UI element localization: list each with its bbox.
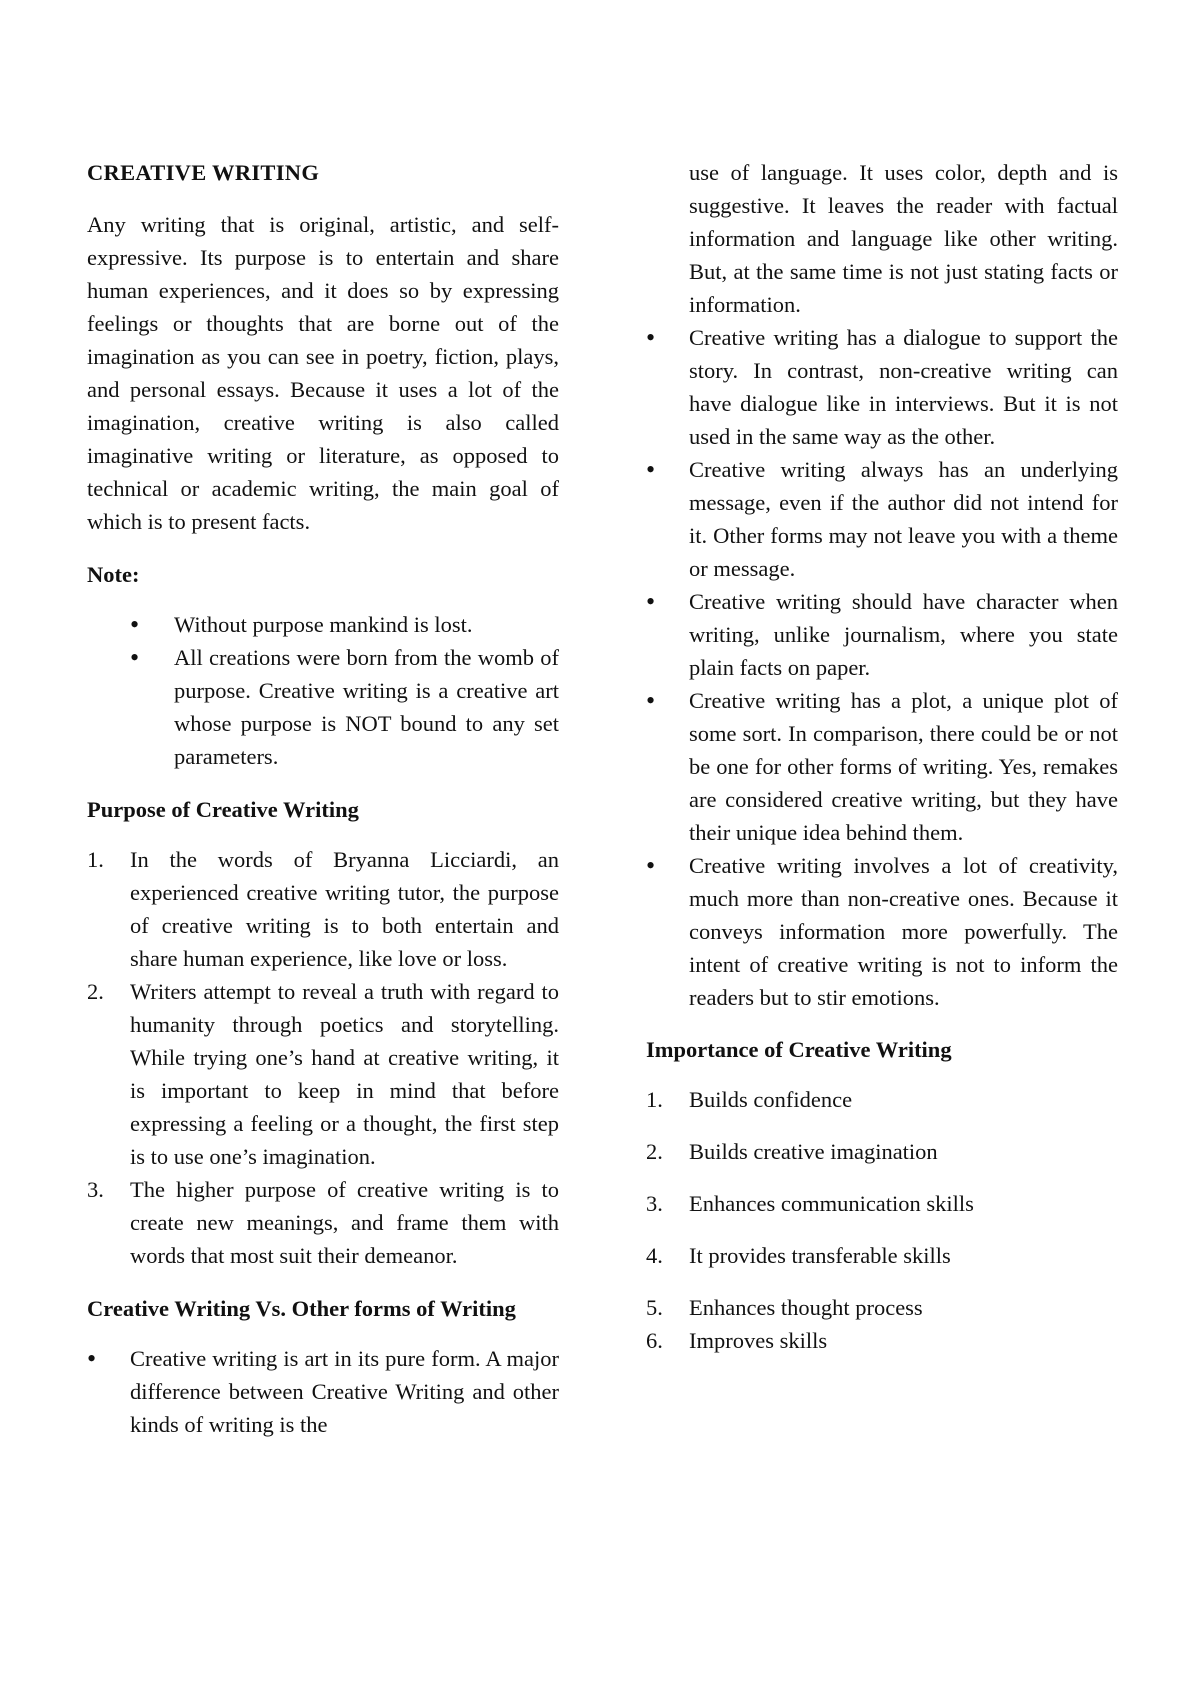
- note-heading: Note:: [87, 562, 140, 587]
- purpose-heading: Purpose of Creative Writing: [87, 797, 359, 822]
- versus-list-continued: [689, 156, 1118, 1014]
- importance-item-text: It provides transferable skills: [689, 1243, 951, 1268]
- importance-item-text: Enhances thought process: [689, 1295, 923, 1320]
- importance-heading: Importance of Creative Writing: [646, 1037, 952, 1062]
- versus-item: • Creative writing involves a lot of creativity, much more than non-creative ones. Because it conveys information more powerfully. The intent of creative writing is not to inform the readers but to stir emotions.: [689, 849, 1118, 1014]
- page-title: CREATIVE WRITING: [87, 160, 320, 185]
- importance-item-text: Enhances communication skills: [689, 1191, 974, 1216]
- versus-item-continued: [689, 156, 1118, 321]
- importance-item: [646, 1187, 1118, 1220]
- versus-list: [130, 1342, 559, 1441]
- note-list: [174, 608, 559, 773]
- versus-item: • Creative writing is art in its pure form. A major difference between Creative Writing and other kinds of writing is the: [130, 1342, 559, 1441]
- versus-item: • Creative writing has a dialogue to support the story. In contrast, non-creative writing can have dialogue like in interviews. But it is not used in the same way as the other.: [689, 321, 1118, 453]
- note-item: • All creations were born from the womb of purpose. Creative writing is a creative art whose purpose is NOT bound to any set parameters.: [174, 641, 559, 773]
- versus-item: • Creative writing has a plot, a unique plot of some sort. In comparison, there could be or not be one for other forms of writing. Yes, remakes are considered creative writing, but they have their unique idea behind them.: [689, 684, 1118, 849]
- importance-list: [646, 1083, 1118, 1357]
- versus-item: • Creative writing should have character when writing, unlike journalism, where you state plain facts on paper.: [689, 585, 1118, 684]
- list-number: 3.: [646, 1191, 663, 1216]
- note-item: • Without purpose mankind is lost.: [174, 608, 559, 641]
- list-number: 4.: [646, 1243, 663, 1268]
- left-column: [87, 156, 559, 1441]
- list-number: 2.: [87, 979, 104, 1004]
- versus-heading: Creative Writing Vs. Other forms of Writing: [87, 1296, 516, 1321]
- list-number: 5.: [646, 1295, 663, 1320]
- list-number: 1.: [87, 847, 104, 872]
- purpose-list: [87, 843, 559, 1272]
- importance-item: [646, 1135, 1118, 1168]
- importance-item-text: Builds creative imagination: [689, 1139, 938, 1164]
- purpose-item-text: The higher purpose of creative writing is to create new meanings, and frame them with words that most suit their demeanor.: [130, 1177, 559, 1268]
- importance-item-text: Improves skills: [689, 1328, 828, 1353]
- importance-item-text: Builds confidence: [689, 1087, 853, 1112]
- purpose-item: [87, 1173, 559, 1272]
- purpose-item-text: In the words of Bryanna Licciardi, an experienced creative writing tutor, the purpose of creative writing is to both entertain and share human experience, like love or loss.: [130, 847, 559, 971]
- purpose-item: [87, 843, 559, 975]
- importance-item: [646, 1239, 1118, 1272]
- list-number: 6.: [646, 1328, 663, 1353]
- versus-item-continued-text: use of language. It uses color, depth and is suggestive. It leaves the reader with factual information and language like other writing. But, at the same time is not just stating facts or information.: [689, 160, 1118, 317]
- intro-paragraph: Any writing that is original, artistic, and self-expressive. Its purpose is to entertain and share human experiences, and it does so by expressing feelings or thoughts that are borne out of the imagination as you can see in poetry, fiction, plays, and personal essays. Because it uses a lot of the imagination, creative writing is also called imaginative writing or literature, as opposed to technical or academic writing, the main goal of which is to present facts.: [87, 212, 559, 534]
- importance-item: [646, 1324, 1118, 1357]
- importance-item: [646, 1291, 1118, 1324]
- list-number: 3.: [87, 1177, 104, 1202]
- right-column: [646, 156, 1118, 1357]
- list-number: 2.: [646, 1139, 663, 1164]
- purpose-item-text: Writers attempt to reveal a truth with regard to humanity through poetics and storytelling. While trying one’s hand at creative writing, it is important to keep in mind that before expressing a feeling or a thought, the first step is to use one’s imagination.: [130, 979, 559, 1169]
- importance-item: [646, 1083, 1118, 1116]
- versus-item: • Creative writing always has an underlying message, even if the author did not intend for it. Other forms may not leave you with a theme or message.: [689, 453, 1118, 585]
- list-number: 1.: [646, 1087, 663, 1112]
- purpose-item: [87, 975, 559, 1173]
